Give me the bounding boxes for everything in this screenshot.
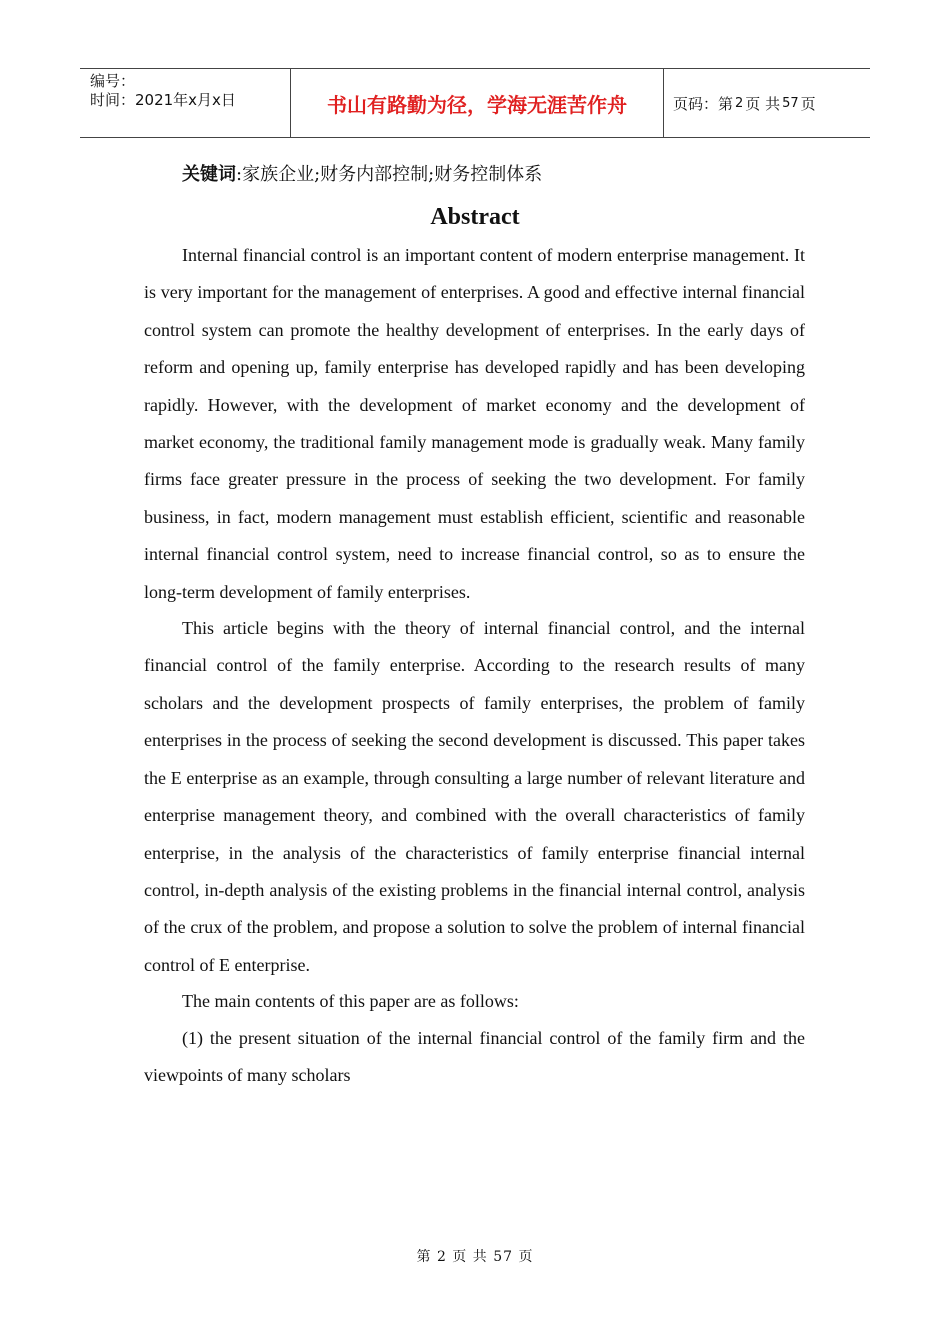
page-footer: 第 2 页 共 57 页 — [416, 1249, 534, 1265]
abstract-paragraph-4: (1) the present situation of the internal financial control of the family firm and the viewpoints of many scholars — [144, 1027, 805, 1085]
header-meta — [80, 69, 291, 137]
number-label: 编号： — [90, 72, 136, 90]
page-header — [80, 68, 870, 138]
keywords-label: 关键词 — [182, 164, 236, 185]
page-mid: 页 共 — [745, 94, 781, 113]
abstract-body — [144, 237, 805, 1094]
keywords-line — [182, 160, 542, 186]
time-label: 时间：2021年x月x日 — [90, 91, 236, 109]
page-prefix: 页码：第 — [673, 94, 734, 113]
page-total: 57 — [782, 95, 799, 111]
abstract-paragraph-1: Internal financial control is an important content of modern enterprise management. It is very important for the management of enterprises. A good and effective internal financial control system can promote the healthy development of enterprises. In the early days of reform and opening up, family enterprise has developed rapidly and has been developing rapidly. However, with the development of market economy and the development of market economy, the traditional family management mode is gradually weak. Many family firms face greater pressure in the process of seeking the two development. For family business, in fact, modern management must establish efficient, scientific and reasonable internal financial control system, need to increase financial control, so as to ensure the long-term development of family enterprises. — [144, 245, 805, 602]
page-current: 2 — [735, 95, 744, 111]
header-motto: 书山有路勤为径，学海无涯苦作舟 — [291, 69, 664, 137]
header-page-info — [664, 69, 870, 137]
abstract-title: Abstract — [430, 204, 520, 230]
page-suffix: 页 — [800, 94, 816, 113]
abstract-paragraph-3: The main contents of this paper are as follows: — [182, 991, 519, 1012]
keywords-text: :家族企业;财务内部控制;财务控制体系 — [236, 164, 543, 185]
abstract-paragraph-2: This article begins with the theory of internal financial control, and the internal financial control of the family enterprise. According to the research results of many scholars and the development prospects of family enterprises, the problem of family enterprises in the process of seeking the second development is discussed. This paper takes the E enterprise as an example, through consulting a large number of relevant literature and enterprise management theory, and combined with the overall characteristics of family enterprise, in the analysis of the characteristics of family enterprise financial internal control, in-depth analysis of the existing problems in the financial internal control, analysis of the crux of the problem, and propose a solution to solve the problem of internal financial control of E enterprise. — [144, 618, 805, 975]
